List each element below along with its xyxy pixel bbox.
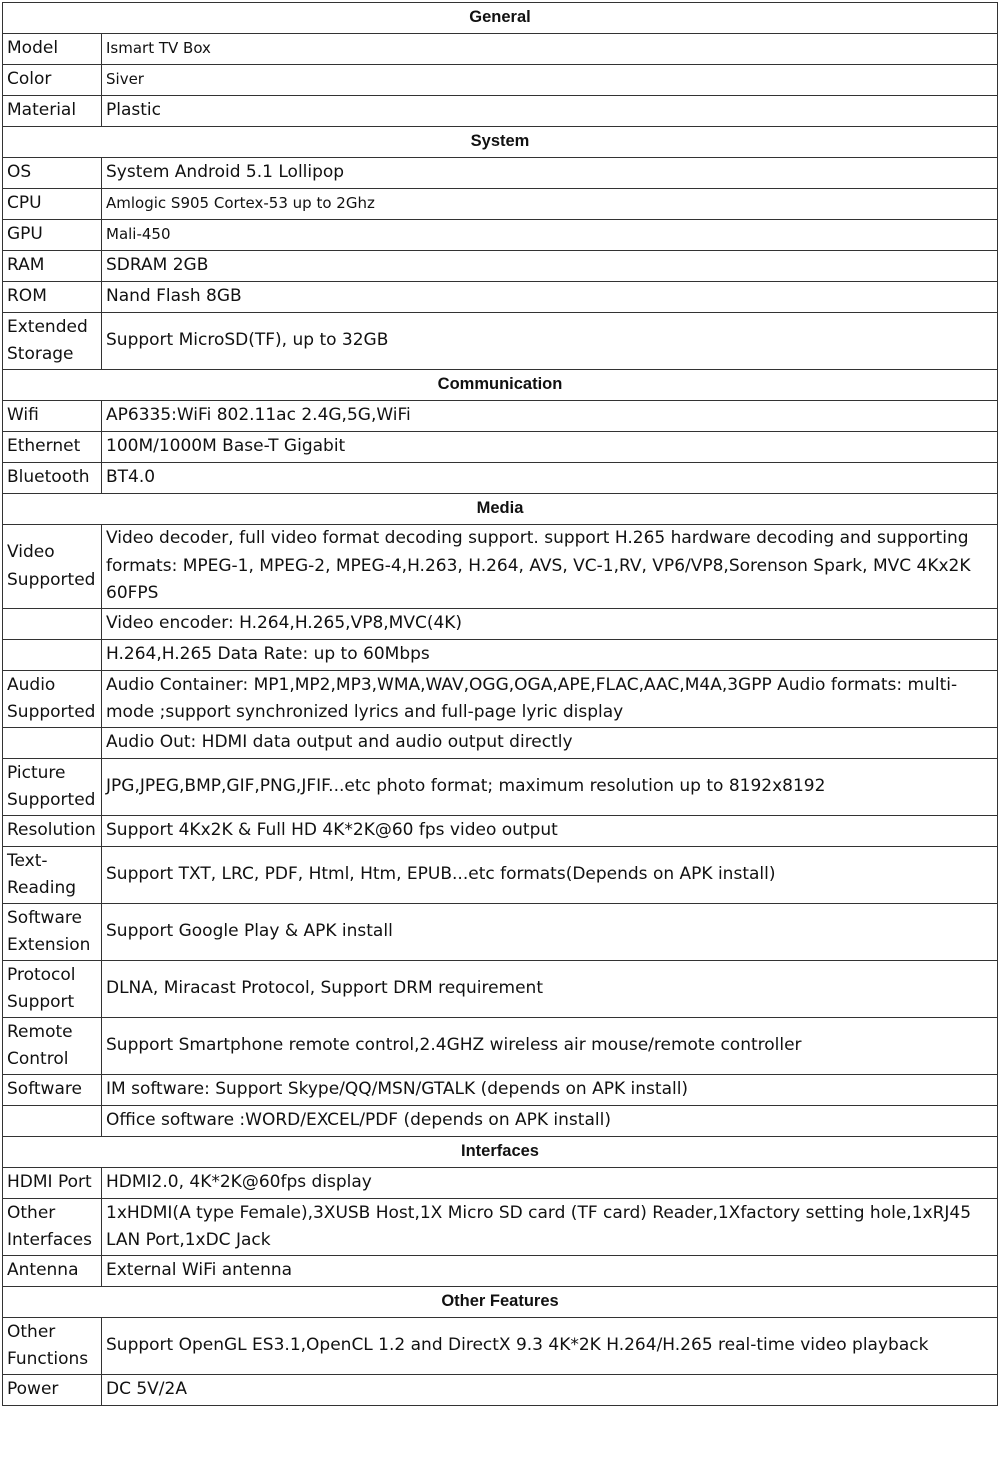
color-label: Color [3,65,102,96]
picture-supported-value: JPG,JPEG,BMP,GIF,PNG,JFIF...etc photo format; maximum resolution up to 8192x8192 [102,759,998,816]
other-interfaces-value: 1xHDMI(A type Female),3XUSB Host,1X Micro SD card (TF card) Reader,1Xfactory setting hole,1xRJ45 LAN Port,1xDC Jack [102,1199,998,1256]
table-row [3,671,998,728]
data-rate-label [3,640,102,671]
other-interfaces-label: Other Interfaces [3,1199,102,1256]
software-extension-label: Software Extension [3,904,102,961]
remote-control-value: Support Smartphone remote control,2.4GHZ wireless air mouse/remote controller [102,1018,998,1075]
text-reading-label: Text-Reading [3,847,102,904]
table-row [3,158,998,189]
rom-label: ROM [3,282,102,313]
material-label: Material [3,96,102,127]
resolution-label: Resolution [3,816,102,847]
antenna-label: Antenna [3,1256,102,1287]
video-supported-value: Video decoder, full video format decoding support. support H.265 hardware decoding and supporting formats: MPEG-1, MPEG-2, MPEG-4,H.263, H.264, AVS, VC-1,RV, VP6/VP8,Sorenson Spark, MVC 4Kx2K 60FPS [102,525,998,609]
power-label: Power [3,1375,102,1406]
table-row [3,1106,998,1137]
table-row [3,904,998,961]
table-row [3,525,998,609]
power-value: DC 5V/2A [102,1375,998,1406]
table-row [3,96,998,127]
section-header-media: Media [3,494,998,525]
table-row [3,282,998,313]
table-row [3,463,998,494]
wifi-label: Wifi [3,401,102,432]
ram-label: RAM [3,251,102,282]
section-header-communication: Communication [3,370,998,401]
gpu-value: Mali-450 [102,220,998,251]
table-row [3,759,998,816]
ethernet-value: 100M/1000M Base-T Gigabit [102,432,998,463]
audio-out-value: Audio Out: HDMI data output and audio output directly [102,728,998,759]
gpu-label: GPU [3,220,102,251]
software-value: IM software: Support Skype/QQ/MSN/GTALK (depends on APK install) [102,1075,998,1106]
table-row [3,313,998,370]
table-row [3,1168,998,1199]
table-row [3,1018,998,1075]
audio-supported-label: Audio Supported [3,671,102,728]
table-row [3,1199,998,1256]
picture-supported-label: Picture Supported [3,759,102,816]
protocol-support-label: Protocol Support [3,961,102,1018]
cpu-label: CPU [3,189,102,220]
section-header-other-features: Other Features [3,1287,998,1318]
wifi-value: AP6335:WiFi 802.11ac 2.4G,5G,WiFi [102,401,998,432]
other-functions-label: Other Functions [3,1318,102,1375]
cpu-value: Amlogic S905 Cortex-53 up to 2Ghz [102,189,998,220]
os-label: OS [3,158,102,189]
software-extension-value: Support Google Play & APK install [102,904,998,961]
table-row [3,65,998,96]
os-value: System Android 5.1 Lollipop [102,158,998,189]
section-header-system: System [3,127,998,158]
section-header-general: General [3,3,998,34]
extended-storage-value: Support MicroSD(TF), up to 32GB [102,313,998,370]
table-row [3,961,998,1018]
spec-table [2,2,998,1406]
extended-storage-label: Extended Storage [3,313,102,370]
table-row [3,189,998,220]
table-row [3,609,998,640]
data-rate-value: H.264,H.265 Data Rate: up to 60Mbps [102,640,998,671]
video-supported-label: Video Supported [3,525,102,609]
material-value: Plastic [102,96,998,127]
hdmi-port-value: HDMI2.0, 4K*2K@60fps display [102,1168,998,1199]
office-software-label [3,1106,102,1137]
office-software-value: Office software :WORD/EXCEL/PDF (depends on APK install) [102,1106,998,1137]
color-value: Siver [102,65,998,96]
table-row [3,847,998,904]
protocol-support-value: DLNA, Miracast Protocol, Support DRM requirement [102,961,998,1018]
table-row [3,401,998,432]
other-functions-value: Support OpenGL ES3.1,OpenCL 1.2 and DirectX 9.3 4K*2K H.264/H.265 real-time video playback [102,1318,998,1375]
table-row [3,1375,998,1406]
section-header-interfaces: Interfaces [3,1137,998,1168]
ethernet-label: Ethernet [3,432,102,463]
bluetooth-label: Bluetooth [3,463,102,494]
table-row [3,1318,998,1375]
resolution-value: Support 4Kx2K & Full HD 4K*2K@60 fps video output [102,816,998,847]
antenna-value: External WiFi antenna [102,1256,998,1287]
table-row [3,251,998,282]
remote-control-label: Remote Control [3,1018,102,1075]
model-label: Model [3,34,102,65]
video-encoder-value: Video encoder: H.264,H.265,VP8,MVC(4K) [102,609,998,640]
hdmi-port-label: HDMI Port [3,1168,102,1199]
video-encoder-label [3,609,102,640]
ram-value: SDRAM 2GB [102,251,998,282]
model-value: Ismart TV Box [102,34,998,65]
table-row [3,34,998,65]
table-row [3,728,998,759]
table-row [3,816,998,847]
text-reading-value: Support TXT, LRC, PDF, Html, Htm, EPUB...etc formats(Depends on APK install) [102,847,998,904]
table-row [3,432,998,463]
software-label: Software [3,1075,102,1106]
audio-out-label [3,728,102,759]
table-row [3,220,998,251]
table-row [3,1075,998,1106]
table-row [3,640,998,671]
audio-supported-value: Audio Container: MP1,MP2,MP3,WMA,WAV,OGG,OGA,APE,FLAC,AAC,M4A,3GPP Audio formats: multi-mode ;support synchronized lyrics and full-page lyric display [102,671,998,728]
rom-value: Nand Flash 8GB [102,282,998,313]
bluetooth-value: BT4.0 [102,463,998,494]
table-row [3,1256,998,1287]
